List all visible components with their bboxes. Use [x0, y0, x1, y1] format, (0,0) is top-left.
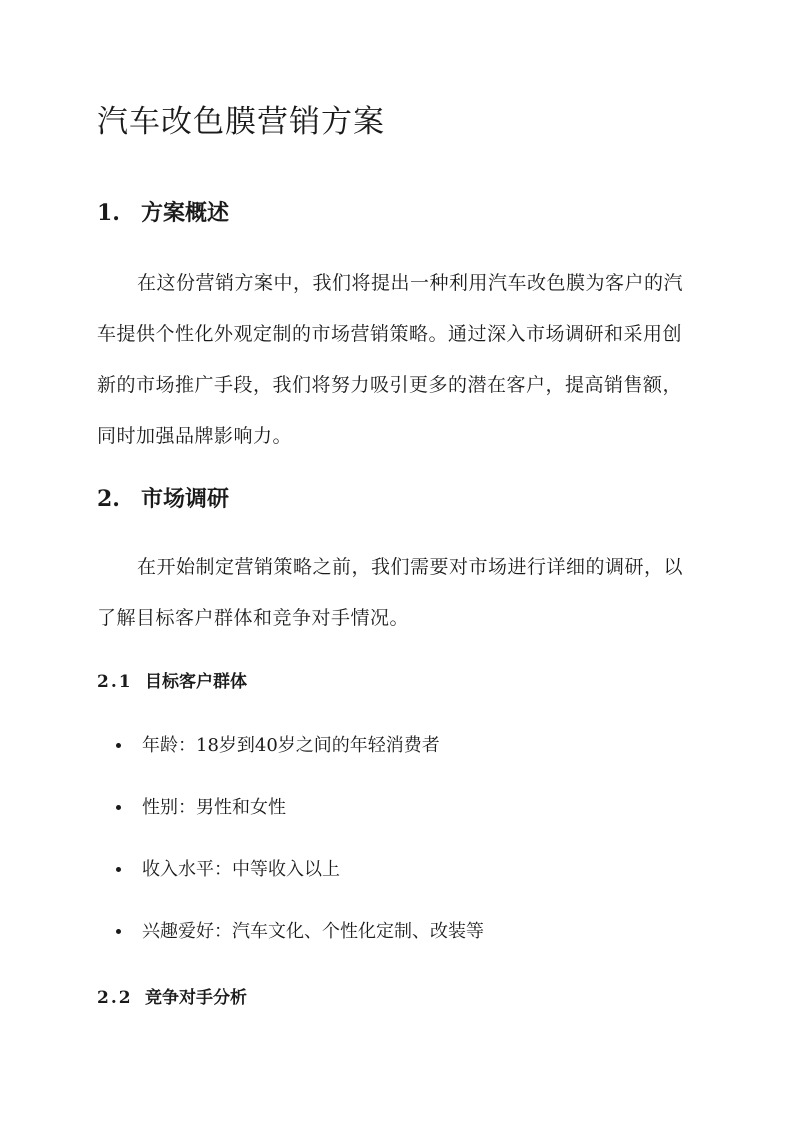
- target-customer-list: [116, 724, 484, 972]
- subsection-number: 2.1: [97, 672, 133, 692]
- subsection-title: 竞争对手分析: [145, 988, 247, 1008]
- document-title: 汽车改色膜营销方案: [97, 104, 385, 140]
- subsection-title: 目标客户群体: [145, 672, 247, 692]
- list-item: [116, 848, 484, 910]
- section-number: 1.: [97, 200, 120, 226]
- section-title: 市场调研: [141, 486, 230, 512]
- subsection-heading-target-customers: [97, 667, 247, 692]
- bullet-icon: [116, 929, 121, 934]
- section-title: 方案概述: [141, 200, 230, 226]
- bullet-icon: [116, 805, 121, 810]
- bullet-icon: [116, 743, 121, 748]
- section-heading-overview: [97, 196, 229, 227]
- market-research-paragraph: 在开始制定营销策略之前，我们需要对市场进行详细的调研，以了解目标客户群体和竞争对手情况。: [97, 556, 684, 629]
- list-item: [116, 910, 484, 972]
- list-item-text: 兴趣爱好：汽车文化、个性化定制、改装等: [142, 921, 484, 942]
- list-item-text: 年龄：18岁到40岁之间的年轻消费者: [142, 735, 440, 756]
- list-item-text: 收入水平：中等收入以上: [142, 859, 340, 880]
- list-item: [116, 724, 484, 786]
- section-number: 2.: [97, 486, 120, 512]
- list-item-text: 性别：男性和女性: [142, 797, 286, 818]
- section-heading-market-research: [97, 482, 229, 513]
- subsection-number: 2.2: [97, 988, 133, 1008]
- list-item: [116, 786, 484, 848]
- subsection-heading-competitor-analysis: [97, 983, 247, 1008]
- overview-paragraph: 在这份营销方案中，我们将提出一种利用汽车改色膜为客户的汽车提供个性化外观定制的市场营销策略。通过深入市场调研和采用创新的市场推广手段，我们将努力吸引更多的潜在客户，提高销售额，同时加强品牌影响力。: [97, 272, 684, 447]
- bullet-icon: [116, 867, 121, 872]
